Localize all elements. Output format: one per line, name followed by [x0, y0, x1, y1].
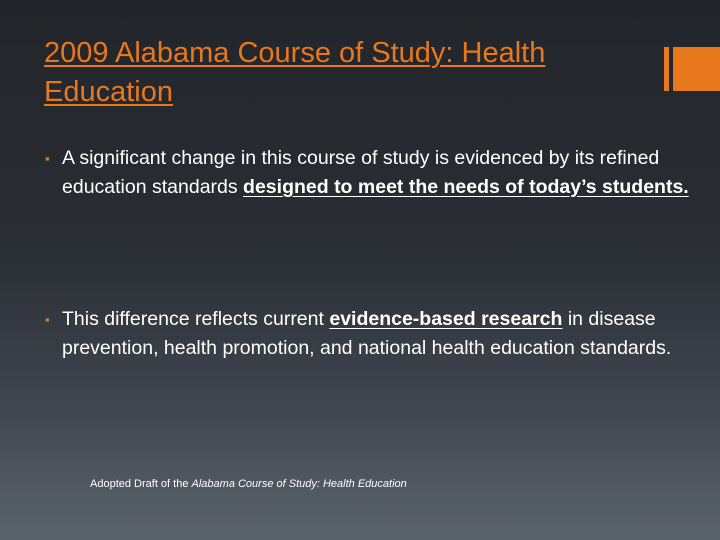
bullet-item-1: [45, 144, 695, 202]
accent-bar-thick: [673, 47, 720, 91]
bullet-item-2: [45, 305, 695, 363]
citation-prefix: Adopted Draft of the: [90, 478, 192, 490]
accent-bar-thin: [664, 47, 669, 91]
source-citation: [90, 477, 407, 491]
bullet-1-emphasis: designed to meet the needs of today’s students.: [243, 176, 689, 198]
bullet-2-text-after: in disease prevention, health promotion, and national health education standards.: [62, 308, 672, 359]
bullet-2-text-before: This difference reflects current: [62, 308, 330, 330]
slide-title: 2009 Alabama Course of Study: Health Education: [44, 37, 546, 108]
bullet-text: [45, 144, 695, 202]
bullet-text: [45, 305, 695, 363]
citation-title: Alabama Course of Study: Health Education: [191, 478, 407, 490]
square-bullet-icon: ▪: [45, 151, 50, 166]
bullet-1-text: A significant change in this course of study is evidenced by its refined education standards: [62, 147, 660, 198]
bullet-2-emphasis: evidence-based research: [329, 308, 563, 330]
square-bullet-icon: ▪: [45, 312, 50, 327]
